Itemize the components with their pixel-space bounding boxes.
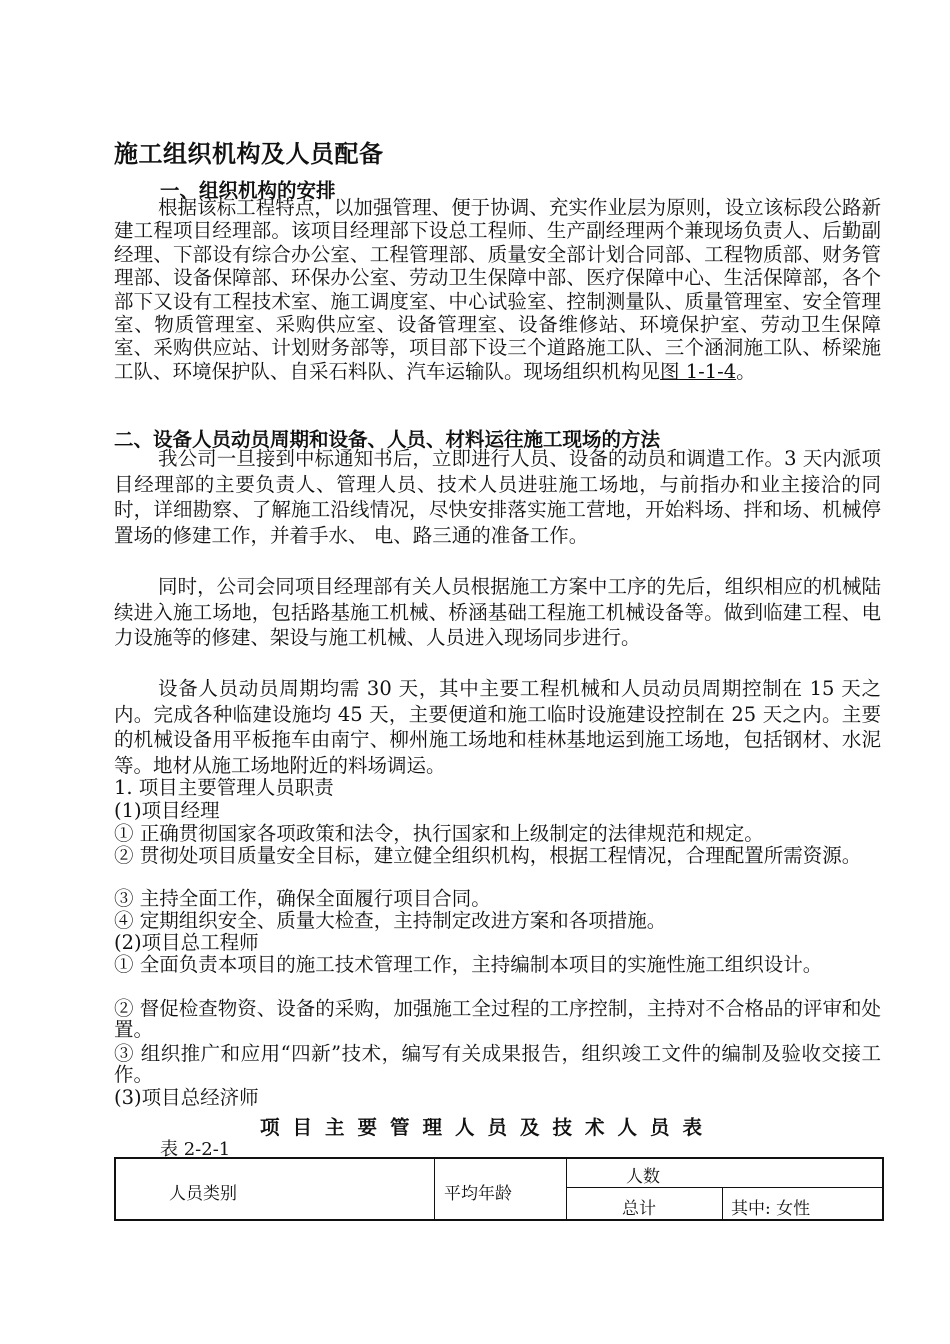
personnel-table	[114, 1157, 882, 1219]
ce-item-2: ② 督促检查物资、设备的采购，加强施工全过程的工序控制，主持对不合格品的评审和处置。	[114, 997, 881, 1041]
table-divider	[434, 1157, 435, 1219]
table-divider	[566, 1157, 567, 1219]
ce-item-1: ① 全面负责本项目的施工技术管理工作，主持编制本项目的实施性施工组织设计。	[114, 953, 823, 976]
duties-heading: 1. 项目主要管理人员职责	[114, 776, 334, 799]
ce-item-3: ③ 组织推广和应用“四新”技术，编写有关成果报告，组织竣工文件的编制及验收交接工作。	[114, 1042, 881, 1086]
section1-paragraph	[114, 196, 881, 383]
table-title: 项目主要管理人员及技术人员表	[260, 1116, 716, 1139]
section1-text: 根据该标工程特点，以加强管理、便于协调、充实作业层为原则，设立该标段公路新建工程项目经理部。该项目经理部下设总工程师、生产副经理两个兼现场负责人、后勤副经理、下部设有综合办公室、工程管理部、质量安全部计划合同部、工程物质部、财务管理部、设备保障部、环保办公室、劳动卫生保障中部、医疗保障中心、生活保障部，各个部下又设有工程技术室、施工调度室、中心试验室、控制测量队、质量管理室、安全管理室、物质管理室、采购供应室、设备管理室、设备维修站、环境保护室、劳动卫生保障室、采购供应站、计划财务部等，项目部下设三个道路施工队、三个涵洞施工队、桥梁施工队、环境保护队、自采石料队、汽车运输队。现场组织机构见	[114, 196, 881, 383]
pm-item-1: ① 正确贯彻国家各项政策和法令，执行国家和上级制定的法律规范和规定。	[114, 822, 764, 845]
table-number: 表 2-2-1	[160, 1139, 231, 1160]
table-divider	[566, 1187, 882, 1188]
page-title: 施工组织机构及人员配备	[114, 140, 384, 168]
table-divider	[722, 1187, 723, 1219]
section1-heading: 一、组织机构的安排	[160, 179, 336, 202]
pm-item-4: ④ 定期组织安全、质量大检查，主持制定改进方案和各项措施。	[114, 909, 667, 932]
pm-item-2: ② 贯彻处项目质量安全目标，建立健全组织机构，根据工程情况，合理配置所需资源。	[114, 844, 862, 867]
pm-item-3: ③ 主持全面工作，确保全面履行项目合同。	[114, 887, 491, 910]
table-header-total: 总计	[622, 1199, 656, 1219]
section2-paragraph-3: 设备人员动员周期均需 30 天，其中主要工程机械和人员动员周期控制在 15 天之内。完成各种临建设施均 45 天，主要便道和施工临时设施建设控制在 25 天之内。主要的机械设备用平板拖车由南宁、柳州施工场地和桂林基地运到施工场地，包括钢材、水泥等。地材从施工场地附近的料场调运。	[114, 677, 881, 777]
table-header-age: 平均年龄	[444, 1184, 512, 1204]
table-header-female: 其中: 女性	[731, 1199, 811, 1219]
table-header-category: 人员类别	[169, 1184, 237, 1204]
pm-heading: (1)项目经理	[114, 799, 220, 822]
ce-heading: (2)项目总工程师	[114, 931, 259, 954]
section1-text-end: 。	[736, 359, 756, 383]
section2-paragraph-1: 我公司一旦接到中标通知书后，立即进行人员、设备的动员和调遣工作。3 天内派项目经理部的主要负责人、管理人员、技术人员进驻施工场地，与前指办和业主接洽的同时，详细勘察、了解施工沿线情况，尽快安排落实施工营地，开始料场、拌和场、机械停置场的修建工作，并着手水、 电、路三通的准备工作。	[114, 447, 881, 547]
figure-reference-link[interactable]: 图 1-1-4	[660, 359, 737, 383]
section2-heading: 二、设备人员动员周期和设备、人员、材料运往施工现场的方法	[114, 428, 661, 451]
eco-heading: (3)项目总经济师	[114, 1086, 259, 1109]
table-header-count: 人数	[626, 1167, 660, 1187]
section2-paragraph-2: 同时，公司会同项目经理部有关人员根据施工方案中工序的先后，组织相应的机械陆续进入施工场地，包括路基施工机械、桥涵基础工程施工机械设备等。做到临建工程、电力设施等的修建、架设与施工机械、人员进入现场同步进行。	[114, 575, 881, 649]
